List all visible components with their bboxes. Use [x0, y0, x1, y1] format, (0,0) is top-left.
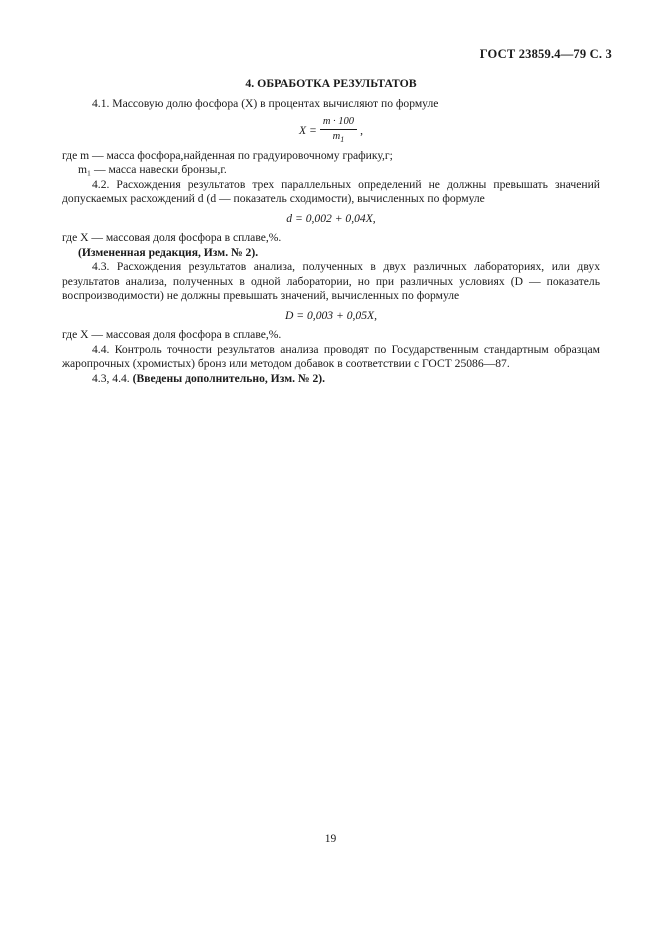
formula-x-tail: , [360, 123, 363, 137]
formula-d: d = 0,002 + 0,04X, [286, 212, 376, 226]
formula-x-denominator [333, 130, 345, 146]
added-note-prefix: 4.3, 4.4. [92, 371, 130, 385]
paragraph-4-4: 4.4. Контроль точности результатов анализа проводят по Государственным стандартным образцам жаропрочных (хромистых) бронз или методом добавок в соответствии с ГОСТ 25086—87. [62, 342, 600, 371]
added-note-text: (Введены дополнительно, Изм. № 2). [132, 371, 325, 385]
formula-x [62, 116, 600, 146]
paragraph-4-3: 4.3. Расхождения результатов анализа, полученных в двух различных лабораториях, или двух результатов анализа, полученных в одной лаборатории, но при различных условиях (D — показатель воспроизводимости) не должны превышать значений, вычисленных по формуле [62, 260, 600, 303]
where-m: где m — масса фосфора,найденная по градуировочному графику,г; [62, 148, 393, 162]
formula-x-lhs: X = [299, 123, 317, 137]
formula-x-numerator: m · 100 [320, 116, 357, 130]
changed-note: (Измененная редакция, Изм. № 2). [78, 245, 259, 259]
formula-x-fraction [320, 116, 357, 146]
where-x-1: где X — массовая доля фосфора в сплаве,%. [62, 231, 282, 245]
where-x-2: где X — массовая доля фосфора в сплаве,%. [62, 328, 282, 342]
where-m1: m₁ — масса навески бронзы,г. [78, 163, 227, 177]
formula-x-den-var: m [332, 130, 341, 142]
formula-x-den-sub: 1 [340, 134, 345, 144]
added-note [62, 372, 600, 386]
page-header: ГОСТ 23859.4—79 С. 3 [479, 47, 612, 61]
document-body [62, 76, 600, 386]
formula-D: D = 0,003 + 0,05X, [285, 309, 377, 323]
paragraph-4-1: 4.1. Массовую долю фосфора (X) в процентах вычисляют по формуле [92, 97, 439, 111]
paragraph-4-2: 4.2. Расхождения результатов трех параллельных определений не должны превышать значений допускаемых расхождений d (d — показатель сходимости), вычисленных по формуле [62, 177, 600, 206]
page-number: 19 [324, 833, 337, 845]
section-title: 4. ОБРАБОТКА РЕЗУЛЬТАТОВ [245, 76, 417, 90]
